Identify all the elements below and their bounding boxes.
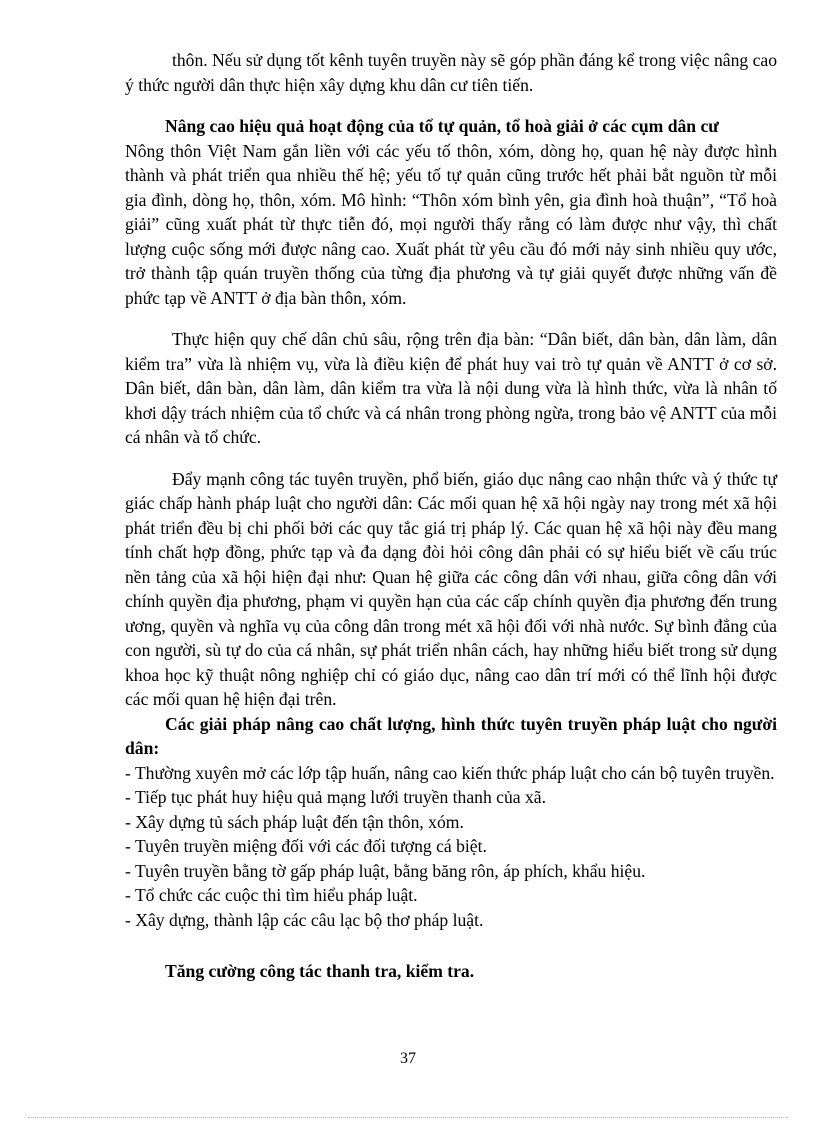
paragraph-rural-vietnam: Nông thôn Việt Nam gắn liền với các yếu tố thôn, xóm, dòng họ, quan hệ này được hình thành và phát triển qua nhiều thế hệ; yếu tố tự quản cũng trước hết phải bắt nguồn từ mỗi gia đình, dòng họ, thôn, xóm. Mô hình: “Thôn xóm bình yên, gia đình hoà thuận”, “Tổ hoà giải” cũng xuất phát từ thực tiễn đó, mọi người thấy rằng có làm được như vậy, thì chất lượng cuộc sống mới được nâng cao. Xuất phát từ yêu cầu đó mới nảy sinh nhiều quy ước, trở thành tập quán truyền thống của từng địa phương và tự giải quyết được những vấn đề phức tạp về ANTT ở địa bàn thôn, xóm. — [125, 140, 777, 308]
heading-inspection: Tăng cường công tác thanh tra, kiểm tra. — [165, 961, 475, 981]
bullet-item: - Tiếp tục phát huy hiệu quả mạng lưới truyền thanh của xã. — [125, 787, 546, 807]
page-bottom-divider — [28, 1117, 788, 1118]
paragraph-legal-education: Đẩy mạnh công tác tuyên truyền, phổ biến, giáo dục nâng cao nhận thức và ý thức tự giác chấp hành pháp luật cho người dân: Các mối quan hệ xã hội ngày nay trong mét xã hội phát triển đều bị chi phối bởi các quy tắc giá trị pháp lý. Các quan hệ xã hội này đều mang tính chất hợp đồng, phức tạp và đa dạng đòi hỏi công dân phải có sự hiểu biết về cấu trúc nền tảng của xã hội hiện đại như: Quan hệ giữa các công dân với nhau, giữa công dân với chính quyền địa phương, phạm vi quyền hạn của các cấp chính quyền địa phương đến trung ương, quyền và nghĩa vụ của công dân trong mét xã hội đối với nhà nước. Sự bình đẳng của con người, sù tự do của cá nhân, sự phát triển nhân cách, hay những hiểu biết trong sử dụng khoa học kỹ thuật nông nghiệp chỉ có giáo dục, nâng cao dân trí mới có thể lĩnh hội được các mối quan hệ hiện đại trên. — [125, 468, 777, 709]
page-number: 37 — [400, 1050, 416, 1067]
bullet-item: - Xây dựng tủ sách pháp luật đến tận thôn, xóm. — [125, 811, 464, 832]
paragraph-intro: thôn. Nếu sử dụng tốt kênh tuyên truyền này sẽ góp phần đáng kể trong việc nâng cao ý thức người dân thực hiện xây dựng khu dân cư tiên tiến. — [125, 50, 777, 95]
document-page — [125, 48, 777, 984]
bullet-item: - Tuyên truyền miệng đối với các đối tượng cá biệt. — [125, 836, 487, 856]
bullet-item: - Tuyên truyền bằng tờ gấp pháp luật, bằng băng rôn, áp phích, khẩu hiệu. — [125, 860, 646, 881]
heading-self-management: Nâng cao hiệu quả hoạt động của tổ tự quản, tổ hoà giải ở các cụm dân cư — [165, 116, 719, 136]
paragraph-democracy: Thực hiện quy chế dân chủ sâu, rộng trên địa bàn: “Dân biết, dân bàn, dân làm, dân kiểm tra” vừa là nhiệm vụ, vừa là điều kiện để phát huy vai trò tự quản về ANTT ở cơ sở. Dân biết, dân bàn, dân làm, dân kiểm tra vừa là nội dung vừa là hình thức, vừa là nhân tố khơi dậy trách nhiệm của tổ chức và cá nhân trong phòng ngừa, trong bảo vệ ANTT của mỗi cá nhân và tổ chức. — [125, 329, 777, 447]
bullet-item: - Thường xuyên mở các lớp tập huấn, nâng cao kiến thức pháp luật cho cán bộ tuyên truyền. — [125, 762, 775, 783]
bullet-item: - Xây dựng, thành lập các câu lạc bộ thơ pháp luật. — [125, 909, 484, 930]
bullet-item: - Tổ chức các cuộc thi tìm hiểu pháp luật. — [125, 885, 418, 905]
heading-solutions: Các giải pháp nâng cao chất lượng, hình thức tuyên truyền pháp luật cho người dân: — [125, 713, 777, 758]
